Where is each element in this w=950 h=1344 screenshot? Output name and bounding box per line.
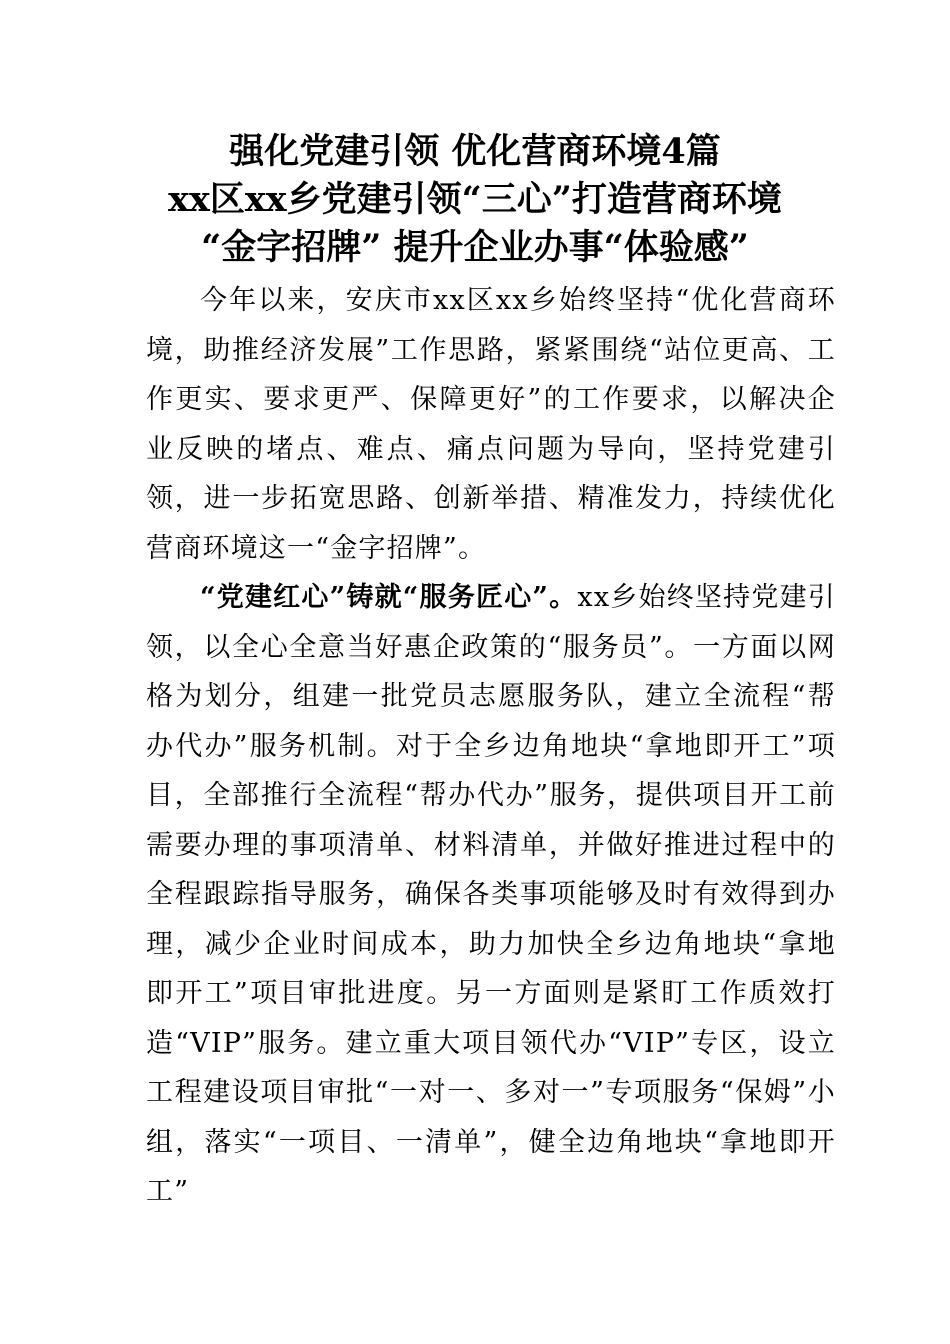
paragraph-intro-text: 今年以来，安庆市xx区xx乡始终坚持“优化营商环境，助推经济发展”工作思路，紧紧围绕“站位更高、工作更实、要求更严、保障更好”的工作要求，以解决企业反映的堵点、难点、痛点问题为导向，坚持党建引领，进一步拓宽思路、创新举措、精准发力，持续优化营商环境这一“金字招牌”。 — [146, 285, 836, 564]
paragraph-service — [146, 573, 836, 1217]
paragraph-service-lead: “党建红心”铸就“服务匠心”。 — [200, 582, 578, 613]
main-title: 强化党建引领 优化营商环境4篇 — [229, 131, 721, 172]
paragraph-service-text: xx乡始终坚持党建引领，以全心全意当好惠企政策的“服务员”。一方面以网格为划分，组建一批党员志愿服务队，建立全流程“帮办代办”服务机制。对于全乡边角地块“拿地即开工”项目，全部推行全流程“帮办代办”服务，提供项目开工前需要办理的事项清单、材料清单，并做好推进过程中的全程跟踪指导服务，确保各类事项能够及时有效得到办理，减少企业时间成本，助力加快全乡边角地块“拿地即开工”项目审批进度。另一方面则是紧盯工作质效打造“VIP”服务。建立重大项目领代办“VIP”专区，设立工程建设项目审批“一对一、多对一”专项服务“保姆”小组，落实“一项目、一清单”，健全边角地块“拿地即开工” — [146, 582, 836, 1207]
article-body — [146, 276, 836, 1217]
title-block — [100, 128, 850, 272]
subtitle-line-1: xx区xx乡党建引领“三心”打造营商环境 — [168, 179, 782, 220]
subtitle-line-2: “金字招牌” 提升企业办事“体验感” — [201, 227, 749, 268]
paragraph-intro — [146, 276, 836, 573]
